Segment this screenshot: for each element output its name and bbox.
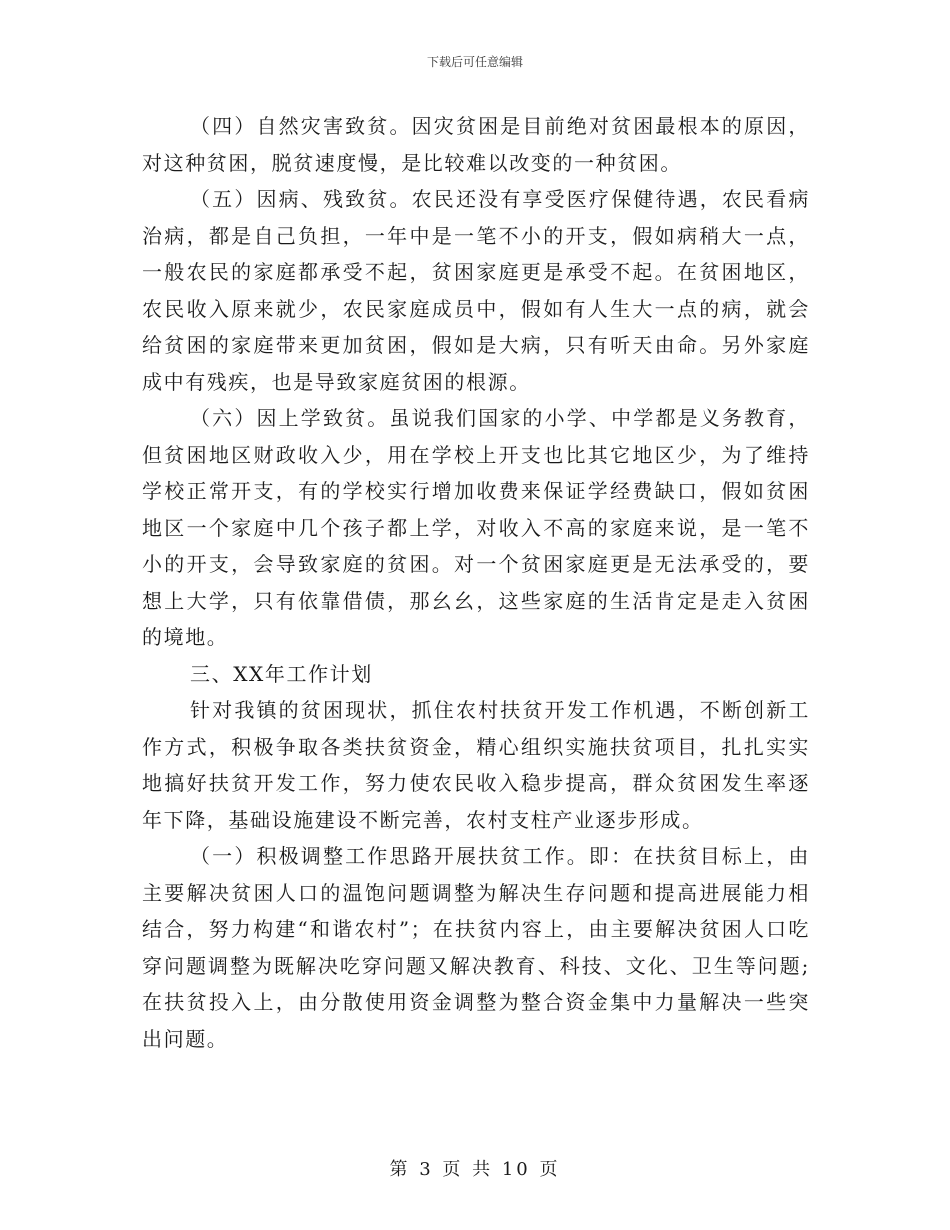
page-number-footer: 第 3 页 共 10 页: [389, 1159, 561, 1180]
document-body: [142, 108, 810, 1057]
paragraph-plan-overview: 针对我镇的贫困现状，抓住农村扶贫开发工作机遇，不断创新工作方式，积极争取各类扶贫资金，精心组织实施扶贫项目，扎扎实实地搞好扶贫开发工作，努力使农民收入稳步提高，群众贫困发生率逐年下降，基础设施建设不断完善，农村支柱产业逐步形成。: [142, 698, 810, 832]
paragraph-illness-disability: （五）因病、残致贫。农民还没有享受医疗保健待遇，农民看病治病，都是自己负担，一年中是一笔不小的开支，假如病稍大一点，一般农民的家庭都承受不起，贫困家庭更是承受不起。在贫困地区，农民收入原来就少，农民家庭成员中，假如有人生大一点的病，就会给贫困的家庭带来更加贫困，假如是大病，只有听天由命。另外家庭成中有残疾，也是导致家庭贫困的根源。: [142, 187, 810, 394]
paragraph-adjust-approach: （一）积极调整工作思路开展扶贫工作。即：在扶贫目标上，由主要解决贫困人口的温饱问题调整为解决生存问题和提高进展能力相结合，努力构建“和谐农村”；在扶贫内容上，由主要解决贫困人口吃穿问题调整为既解决吃穿问题又解决教育、科技、文化、卫生等问题;在扶贫投入上，由分散使用资金调整为整合资金集中力量解决一些突出问题。: [142, 844, 810, 1051]
paragraph-education: （六）因上学致贫。虽说我们国家的小学、中学都是义务教育，但贫困地区财政收入少，用在学校上开支也比其它地区少，为了维持学校正常开支，有的学校实行增加收费来保证学经费缺口，假如贫困地区一个家庭中几个孩子都上学，对收入不高的家庭来说，是一笔不小的开支，会导致家庭的贫困。对一个贫困家庭更是无法承受的，要想上大学，只有依靠借债，那幺幺，这些家庭的生活肯定是走入贫困的境地。: [142, 406, 810, 649]
page-header: 下载后可任意编辑: [426, 55, 523, 69]
section-heading-work-plan: 三、XX年工作计划: [190, 661, 373, 686]
paragraph-natural-disaster: （四）自然灾害致贫。因灾贫困是目前绝对贫困最根本的原因，对这种贫困，脱贫速度慢，是比较难以改变的一种贫困。: [142, 114, 810, 175]
